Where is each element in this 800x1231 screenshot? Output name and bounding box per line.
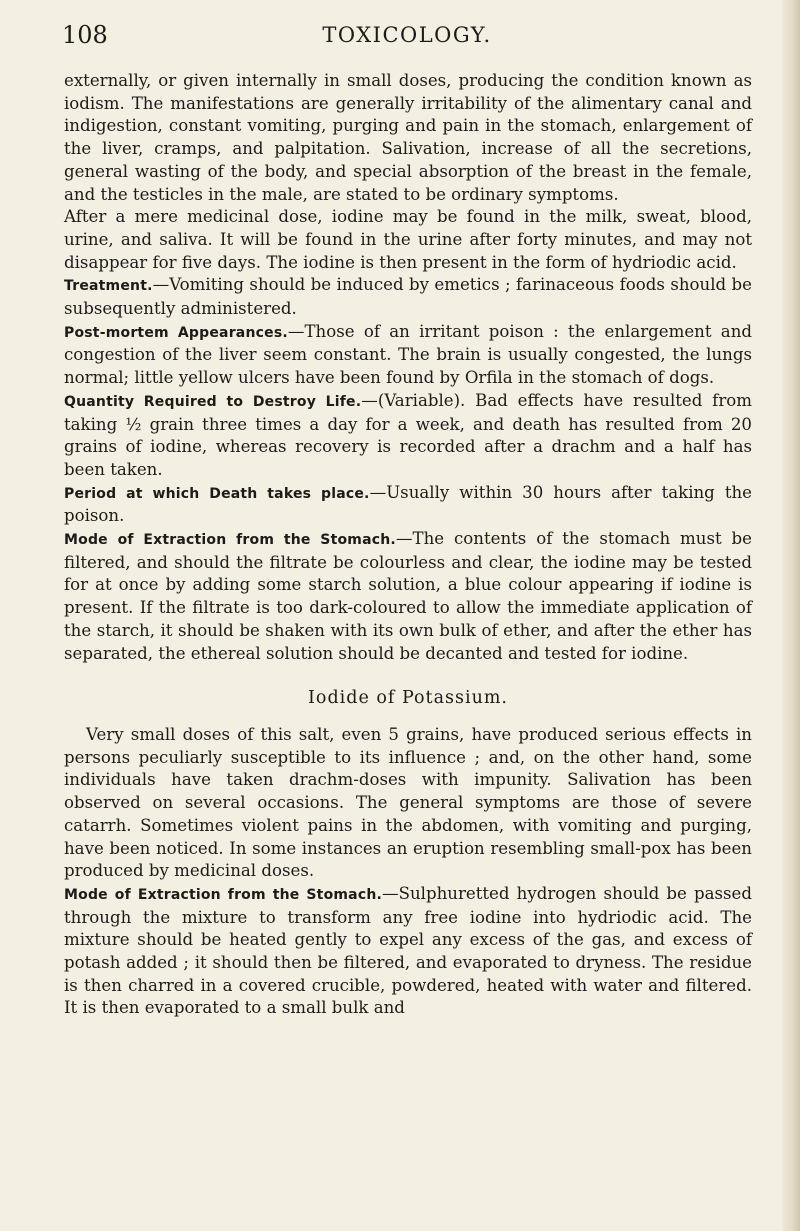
page-body bbox=[64, 70, 752, 1020]
heading-treatment: Treatment. bbox=[64, 278, 153, 295]
text-extraction-iodine: —The contents of the stomach must be filtered, and should the filtrate be colourless and clear, the iodine may be tested for at once by adding some starch solution, a blue colour appearing if iodine is present. If the filtrate is too dark-coloured to allow the immediate application of the starch, it should be shaken with its own bulk of ether, and after the ether has separated, the ethereal solution should be decanted and tested for iodine. bbox=[64, 529, 752, 663]
paragraph-treatment bbox=[64, 274, 752, 320]
page-edge-shadow bbox=[782, 0, 800, 1231]
page-number: 108 bbox=[62, 21, 108, 49]
text-period: —Usually within 30 hours after taking the poison. bbox=[64, 482, 752, 526]
text-post-mortem: —Those of an irritant poison : the enlargement and congestion of the liver seem constant. The brain is usually congested, the lungs normal; little yellow ulcers have been found by Orfila in the stomach of dogs. bbox=[64, 321, 752, 388]
heading-extraction-iodine: Mode of Extraction from the Stomach. bbox=[64, 532, 396, 549]
text-extraction-iodide: —Sulphuretted hydrogen should be passed through the mixture to transform any free iodine into hydriodic acid. The mixture should be heated gently to expel any excess of the gas, and excess of potash added ; it should then be filtered, and evaporated to dryness. The residue is then charred in a covered crucible, powdered, heated with water and filtered. It is then evaporated to a small bulk and bbox=[64, 883, 752, 1018]
heading-period: Period at which Death takes place. bbox=[64, 485, 370, 502]
heading-post-mortem: Post-mortem Appearances. bbox=[64, 324, 288, 341]
paragraph-period bbox=[64, 482, 752, 528]
heading-quantity: Quantity Required to Destroy Life. bbox=[64, 393, 362, 410]
running-title: TOXICOLOGY. bbox=[322, 23, 492, 47]
paragraph-quantity bbox=[64, 390, 752, 482]
heading-extraction-iodide: Mode of Extraction from the Stomach. bbox=[64, 886, 383, 903]
section-title-iodide-of-potassium: Iodide of Potassium. bbox=[308, 688, 508, 709]
paragraph-iodism: externally, or given internally in small doses, producing the condition known as iodism. The manifestations are generally irritability of the alimentary canal and indigestion, constant vomiting, purging and pain in the stomach, enlargement of the liver, cramps, and palpitation. Salivation, increase of all the secretions, general wasting of the body, and special absorption of the breast in the female, and the testicles in the male, are stated to be ordinary symptoms. bbox=[64, 71, 752, 204]
paragraph-post-mortem bbox=[64, 321, 752, 390]
page-header bbox=[62, 20, 752, 50]
text-quantity: —(Variable). Bad effects have resulted from taking ½ grain three times a day for a week, and death has resulted from 20 grains of iodine, whereas recovery is recorded after a drachm and a half has been taken. bbox=[64, 390, 752, 479]
paragraph-extraction-iodine bbox=[64, 528, 752, 665]
paragraph-iodide-effects: Very small doses of this salt, even 5 grains, have produced serious effects in persons peculiarly susceptible to its influence ; and, on the other hand, some individuals have taken drachm-doses with impunity. Salivation has been observed on several occasions. The general symptoms are those of severe catarrh. Sometimes violent pains in the abdomen, with vomiting and purging, have been noticed. In some instances an eruption resembling small-pox has been produced by medicinal doses. bbox=[64, 724, 752, 881]
paragraph-medicinal-dose: After a mere medicinal dose, iodine may be found in the milk, sweat, blood, urine, and saliva. It will be found in the urine after forty minutes, and may not disappear for five days. The iodine is then present in the form of hydriodic acid. bbox=[64, 207, 752, 272]
text-treatment: —Vomiting should be induced by emetics ; farinaceous foods should be subsequently administered. bbox=[64, 275, 752, 319]
paragraph-extraction-iodide bbox=[64, 883, 752, 1020]
